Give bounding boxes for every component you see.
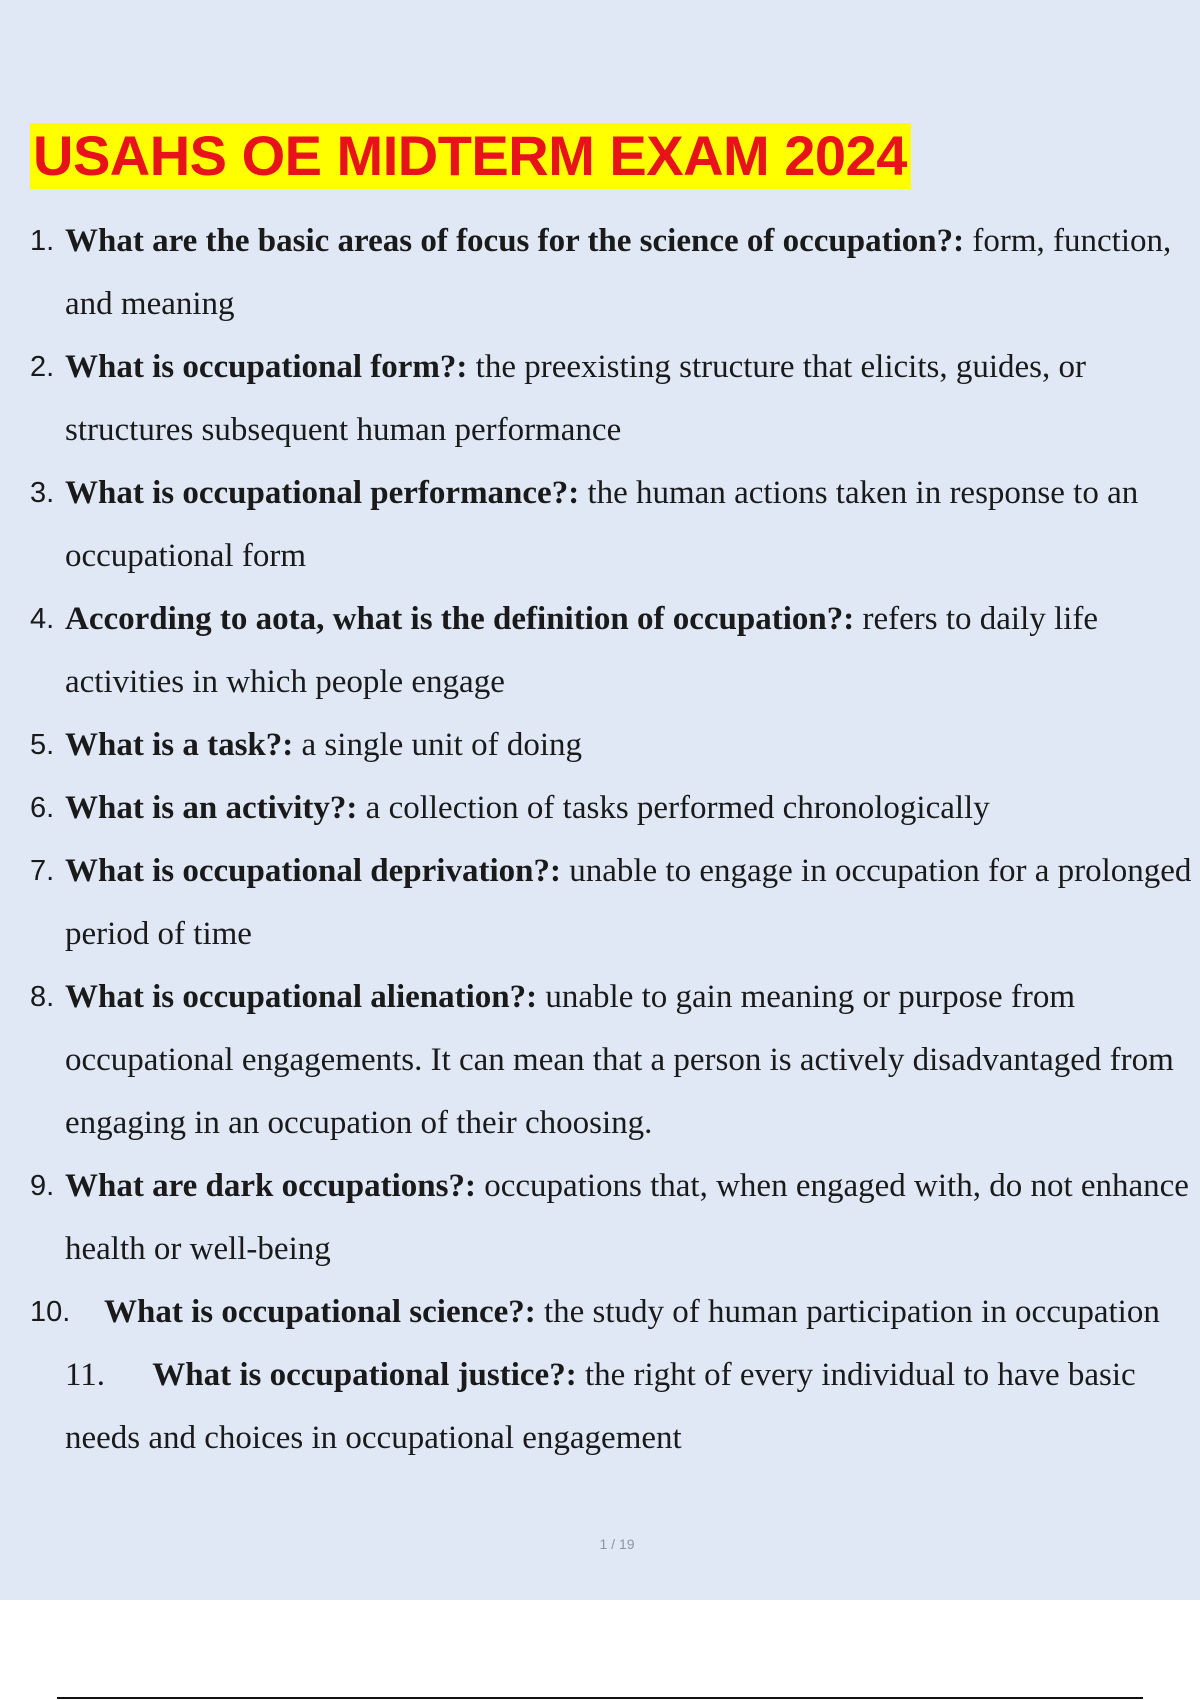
list-item [30, 336, 1195, 462]
item-number: 8. [30, 981, 55, 1013]
question-text: What is an activity?: [65, 790, 358, 826]
item-number: 7. [30, 855, 55, 887]
list-item [30, 1155, 1195, 1281]
question-text: What is occupational alienation?: [65, 979, 538, 1015]
answer-text: the right of every individual to have basic needs and choices in occupational engagement [65, 1357, 1136, 1456]
list-item [30, 777, 1195, 840]
page-indicator: 1 / 19 [599, 1536, 635, 1552]
item-number: 6. [30, 792, 55, 824]
list-item [30, 588, 1195, 714]
item-number: 1. [30, 225, 55, 257]
item-number: 10. [30, 1296, 71, 1328]
question-list [30, 210, 1195, 1470]
list-item [30, 966, 1195, 1155]
answer-text: unable to gain meaning or purpose from occupational engagements. It can mean that a person is actively disadvantaged from engaging in an occupation of their choosing. [65, 979, 1174, 1141]
answer-text: the study of human participation in occupation 11. [65, 1294, 1160, 1393]
list-item [30, 840, 1195, 966]
list-item [30, 462, 1195, 588]
question-text: What is occupational performance?: [65, 475, 580, 511]
answer-text: unable to engage in occupation for a prolonged period of time [65, 853, 1192, 952]
answer-text: a single unit of doing [293, 727, 582, 763]
item-number: 9. [30, 1170, 55, 1202]
item-number: 2. [30, 351, 55, 383]
answer-text: the human actions taken in response to an occupational form [65, 475, 1139, 574]
question-text: What is occupational justice?: [152, 1357, 577, 1393]
item-number: 3. [30, 477, 55, 509]
answer-text: a collection of tasks performed chronologically [357, 790, 990, 826]
question-text: What is occupational deprivation?: [65, 853, 561, 889]
list-item [30, 1281, 1195, 1470]
question-text: What is a task?: [65, 727, 294, 763]
answer-text: form, function, and meaning [65, 223, 1172, 322]
question-text: What is occupational science?: [104, 1294, 536, 1330]
item-number: 4. [30, 603, 55, 635]
list-item [30, 714, 1195, 777]
answer-text: the preexisting structure that elicits, guides, or structures subsequent human performance [65, 349, 1086, 448]
question-text: What are dark occupations?: [65, 1168, 476, 1204]
answer-text: refers to daily life activities in which people engage [65, 601, 1098, 700]
divider [57, 1697, 1143, 1699]
question-text: According to aota, what is the definition of occupation?: [65, 601, 855, 637]
list-item [30, 210, 1195, 336]
exam-title: USAHS OE MIDTERM EXAM 2024 [30, 123, 911, 189]
question-text: What are the basic areas of focus for the science of occupation?: [65, 223, 965, 259]
answer-text: occupations that, when engaged with, do not enhance health or well-being [65, 1168, 1189, 1267]
question-text: What is occupational form?: [65, 349, 468, 385]
item-number: 5. [30, 729, 55, 761]
